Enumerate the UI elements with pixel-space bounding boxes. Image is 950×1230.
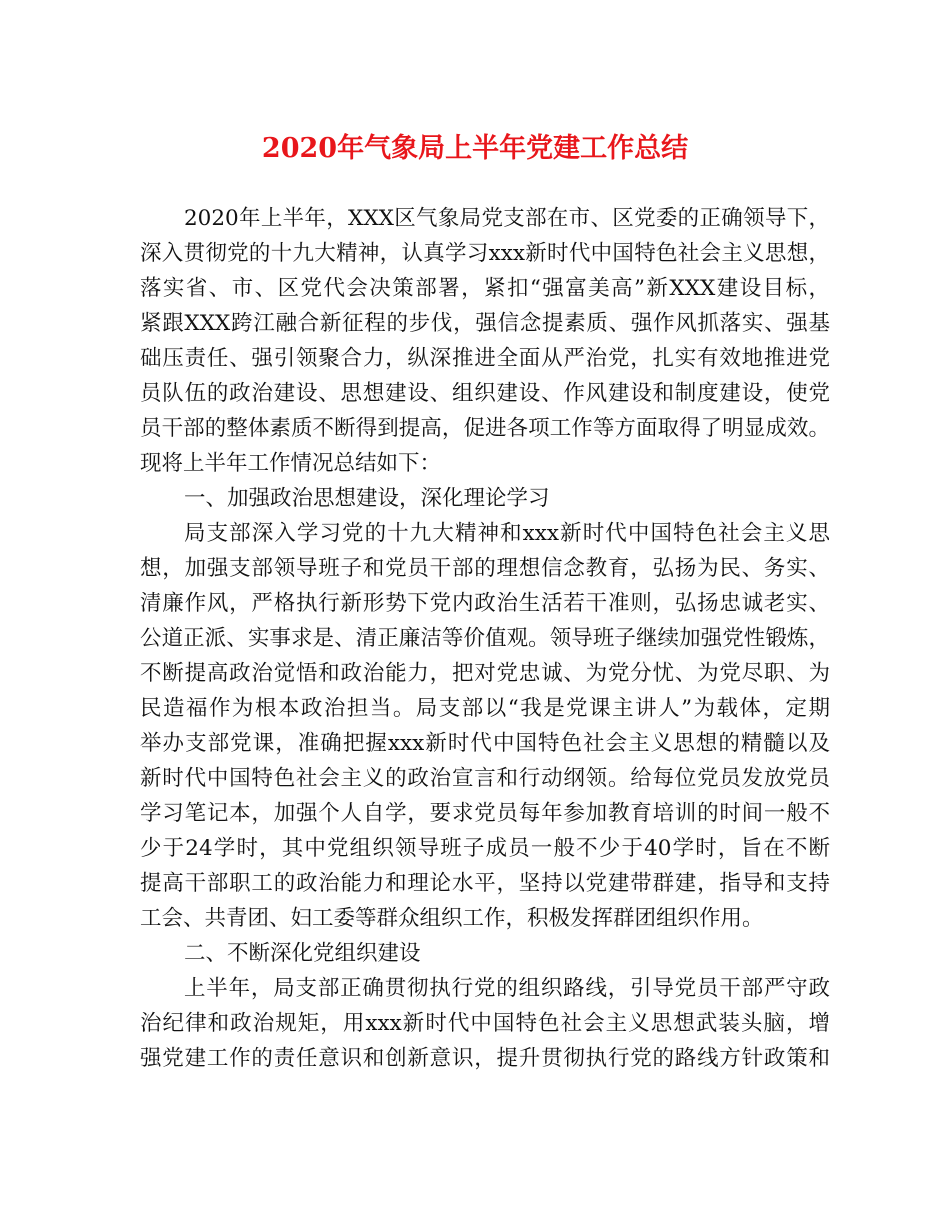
body-line-12: 清廉作风，严格执行新形势下党内政治生活若干准则，弘扬忠诚老实、 <box>140 591 830 616</box>
body-line-20: 提高干部职工的政治能力和理论水平，坚持以党建带群建，指导和支持 <box>140 871 830 896</box>
section-heading-2: 二、不断深化党组织建设 <box>184 941 421 966</box>
section-heading-1: 一、加强政治思想建设，深化理论学习 <box>184 486 550 511</box>
body-line-10: 局支部深入学习党的十九大精神和xxx新时代中国特色社会主义思 <box>184 521 830 546</box>
body-line-1: 2020年上半年，XXX区气象局党支部在市、区党委的正确领导下， <box>184 206 830 231</box>
body-line-17: 新时代中国特色社会主义的政治宣言和行动纲领。给每位党员发放党员 <box>140 766 830 791</box>
body-line-6: 员队伍的政治建设、思想建设、组织建设、作风建设和制度建设，使党 <box>140 381 830 406</box>
body-line-15: 民造福作为根本政治担当。局支部以“我是党课主讲人”为载体，定期 <box>140 696 830 721</box>
body-line-21: 工会、共青团、妇工委等群众组织工作，积极发挥群团组织作用。 <box>140 906 764 931</box>
body-line-19: 少于24学时，其中党组织领导班子成员一般不少于40学时，旨在不断 <box>140 836 830 861</box>
body-line-2: 深入贯彻党的十九大精神，认真学习xxx新时代中国特色社会主义思想， <box>140 241 830 266</box>
body-line-18: 学习笔记本，加强个人自学，要求党员每年参加教育培训的时间一般不 <box>140 801 830 826</box>
body-line-14: 不断提高政治觉悟和政治能力，把对党忠诚、为党分忧、为党尽职、为 <box>140 661 830 686</box>
body-line-13: 公道正派、实事求是、清正廉洁等价值观。领导班子继续加强党性锻炼， <box>140 626 830 651</box>
body-line-16: 举办支部党课，准确把握xxx新时代中国特色社会主义思想的精髓以及 <box>140 731 830 756</box>
body-line-4: 紧跟XXX跨江融合新征程的步伐，强信念提素质、强作风抓落实、强基 <box>140 311 830 336</box>
body-line-24: 治纪律和政治规矩，用xxx新时代中国特色社会主义思想武装头脑，增 <box>140 1011 830 1036</box>
body-line-11: 想，加强支部领导班子和党员干部的理想信念教育，弘扬为民、务实、 <box>140 556 830 581</box>
body-line-8: 现将上半年工作情况总结如下： <box>140 451 442 476</box>
body-line-25: 强党建工作的责任意识和创新意识，提升贯彻执行党的路线方针政策和 <box>140 1046 830 1071</box>
document-title: 2020年气象局上半年党建工作总结 <box>261 133 689 164</box>
body-line-7: 员干部的整体素质不断得到提高，促进各项工作等方面取得了明显成效。 <box>140 416 830 441</box>
body-line-23: 上半年，局支部正确贯彻执行党的组织路线，引导党员干部严守政 <box>184 976 830 1001</box>
body-line-5: 础压责任、强引领聚合力，纵深推进全面从严治党，扎实有效地推进党 <box>140 346 830 371</box>
body-line-3: 落实省、市、区党代会决策部署，紧扣“强富美高”新XXX建设目标， <box>140 276 830 301</box>
